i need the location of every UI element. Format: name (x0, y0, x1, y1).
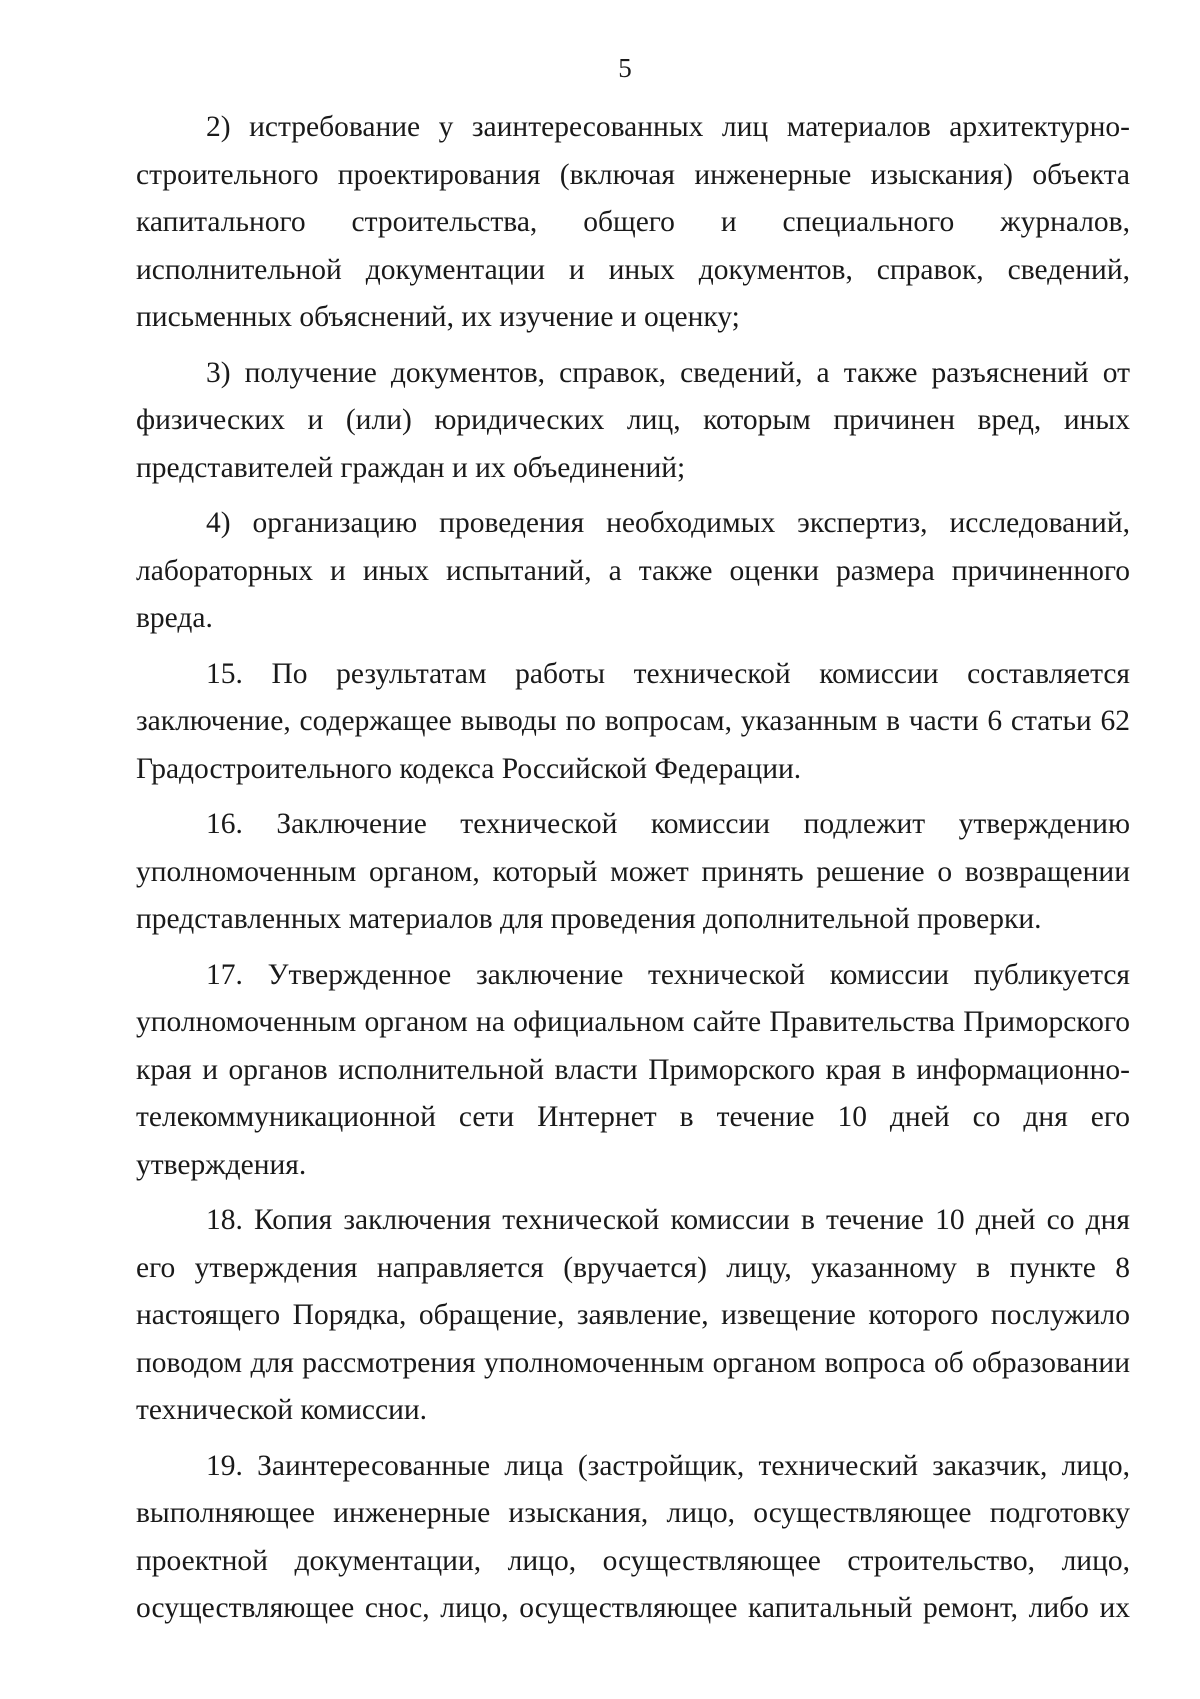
paragraph-item-2: 2) истребование у заинтересованных лиц материалов архитектурно-строительного проектирования (включая инженерные изыскания) объекта капитального строительства, общего и специального журналов, исполнительной документации и иных документов, справок, сведений, письменных объяснений, их изучение и оценку; (136, 111, 1130, 333)
document-body (136, 104, 1130, 1641)
paragraph-item-4: 4) организацию проведения необходимых экспертиз, исследований, лабораторных и иных испытаний, а также оценки размера причиненного вреда. (136, 507, 1130, 634)
paragraph-section-18: 18. Копия заключения технической комиссии в течение 10 дней со дня его утверждения направляется (вручается) лицу, указанному в пункте 8 настоящего Порядка, обращение, заявление, извещение которого послужило поводом для рассмотрения уполномоченным органом вопроса об образовании технической комиссии. (136, 1204, 1130, 1426)
paragraph-section-17: 17. Утвержденное заключение технической комиссии публикуется уполномоченным органом на официальном сайте Правительства Приморского края и органов исполнительной власти Приморского края в информационно-телекоммуникационной сети Интернет в течение 10 дней со дня его утверждения. (136, 958, 1130, 1181)
paragraph-section-19: 19. Заинтересованные лица (застройщик, технический заказчик, лицо, выполняющее инженерные изыскания, лицо, осуществляющее подготовку проектной документации, лицо, осуществляющее строительство, лицо, осуществляющее снос, лицо, осуществляющее капитальный ремонт, либо их (136, 1449, 1130, 1624)
page-number: 5 (618, 53, 632, 83)
paragraph-section-16: 16. Заключение технической комиссии подлежит утверждению уполномоченным органом, который может принять решение о возвращении представленных материалов для проведения дополнительной проверки. (136, 808, 1130, 935)
paragraph-item-3: 3) получение документов, справок, сведений, а также разъяснений от физических и (или) юридических лиц, которым причинен вред, иных представителей граждан и их объединений; (136, 356, 1130, 484)
paragraph-section-15: 15. По результатам работы технической комиссии составляется заключение, содержащее выводы по вопросам, указанным в части 6 статьи 62 Градостроительного кодекса Российской Федерации. (136, 657, 1130, 785)
